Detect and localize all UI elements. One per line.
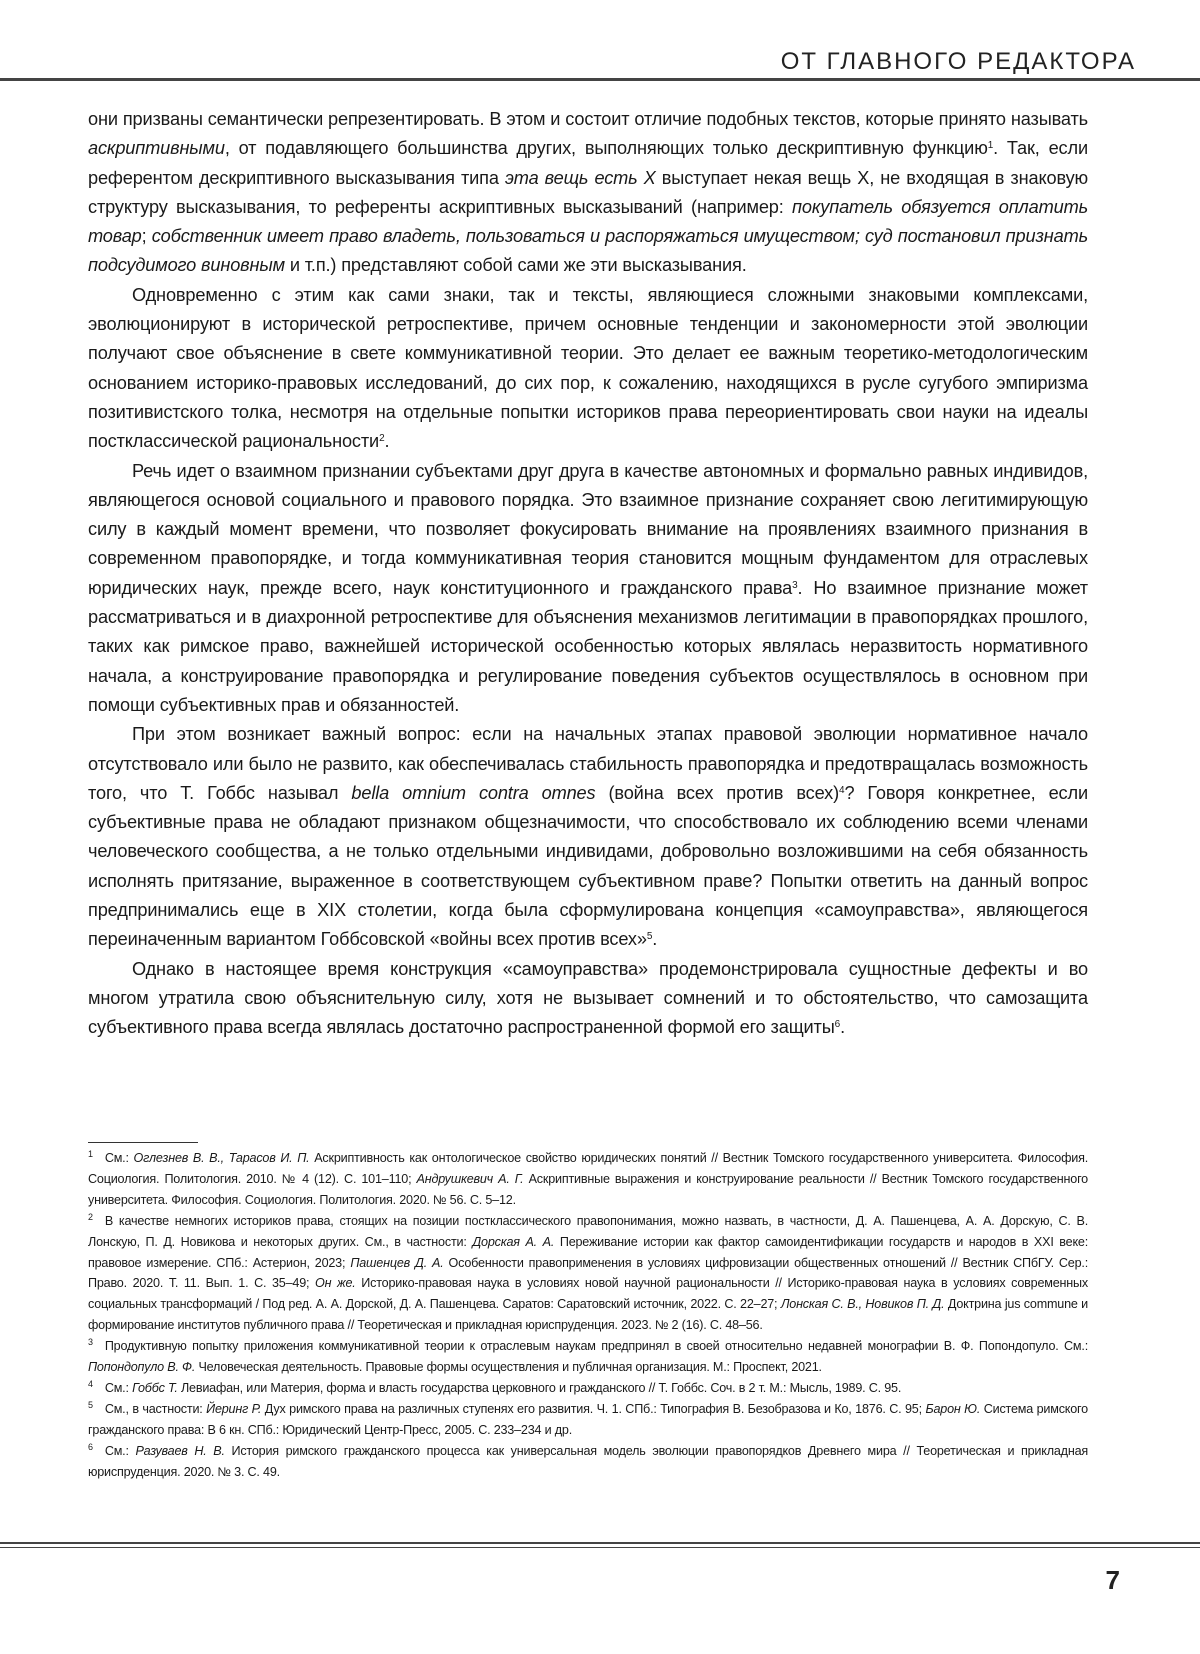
footnote-ref[interactable]: 1 bbox=[988, 140, 993, 151]
text-run: . bbox=[652, 929, 657, 949]
text-run: См.: bbox=[105, 1444, 136, 1458]
text-run: , от подавляющего большинства других, выполняющих только дескриптивную функцию bbox=[225, 138, 988, 158]
text-run: Доктрина jus commune и формирование институтов публичного права // Теоретическая и прикладная юриспруденция. 2023. № 2 (16). С. 48–56. bbox=[88, 1297, 1088, 1332]
italic-text: Оглезнев В. В., Тарасов И. П. bbox=[134, 1151, 310, 1165]
text-run: выступает некая вещь X, не входящая в знаковую структуру высказывания, то референты аскриптивных высказываний (например: bbox=[88, 168, 1088, 217]
text-run: ; bbox=[142, 226, 152, 246]
italic-text: Андрушкевич А. Г. bbox=[417, 1172, 524, 1186]
text-run: Человеческая деятельность. Правовые формы осуществления и публичная организация. М.: Проспект, 2021. bbox=[195, 1360, 822, 1374]
footnote-divider bbox=[88, 1142, 198, 1143]
footer-divider-thin bbox=[0, 1547, 1200, 1548]
footnote bbox=[88, 1399, 1088, 1441]
text-run: Дух римского права на различных ступенях его развития. Ч. 1. СПб.: Типография В. Безобразова и Ко, 1876. С. 95; bbox=[261, 1402, 925, 1416]
header-divider bbox=[0, 78, 1200, 81]
page-number: 7 bbox=[1106, 1565, 1120, 1596]
italic-text: Пашенцев Д. А. bbox=[350, 1256, 443, 1270]
footnote-number: 5 bbox=[88, 1400, 93, 1410]
text-run: . Так, если референтом дескриптивного высказывания типа bbox=[88, 138, 1088, 187]
footnote-ref[interactable]: 6 bbox=[835, 1019, 840, 1030]
italic-text: bella omnium contra omnes bbox=[351, 783, 595, 803]
footnote-number: 2 bbox=[88, 1212, 93, 1222]
text-run: . Но взаимное признание может рассматриваться и в диахронной ретроспективе для объяснения механизмов легитимации в правопорядках прошлого, таких как римское право, важнейшей исторической особенностью которых являлась неразвитость нормативного начала, а конструирование правопорядка и регулирование поведения субъектов осуществлялось в основном при помощи субъективных прав и обязанностей. bbox=[88, 578, 1088, 715]
italic-text: эта вещь есть X bbox=[505, 168, 656, 188]
text-run: и т.п.) представляют собой сами же эти высказывания. bbox=[285, 255, 747, 275]
text-run: Особенности правоприменения в условиях цифровизации общественных отношений // Вестник СПбГУ. Сер.: Право. 2020. Т. 11. Вып. 1. С. 35–49; bbox=[88, 1256, 1088, 1291]
text-run: они призваны семантически репрезентировать. В этом и состоит отличие подобных текстов, которые принято называть bbox=[88, 109, 1088, 129]
italic-text: Разуваев Н. В. bbox=[135, 1444, 224, 1458]
running-header bbox=[0, 40, 1200, 80]
footnote-number: 1 bbox=[88, 1149, 93, 1159]
text-run: Историко-правовая наука в условиях новой научной рациональности // Историко-правовая наука в условиях современных социальных трансформаций / Под ред. А. А. Дорской, Д. А. Пашенцева. Саратов: Саратовский источник, 2022. С. 22–27; bbox=[88, 1276, 1088, 1311]
footnote-ref[interactable]: 2 bbox=[379, 433, 384, 444]
text-run: Продуктивную попытку приложения коммуникативной теории к отраслевым наукам предпринял в своей относительно недавней монографии В. Ф. Попондопуло. См.: bbox=[105, 1339, 1088, 1353]
body-text bbox=[88, 105, 1088, 1043]
paragraph bbox=[88, 105, 1088, 281]
text-run: . bbox=[840, 1017, 845, 1037]
italic-text: Дорская А. А. bbox=[472, 1235, 554, 1249]
text-run: Одновременно с этим как сами знаки, так и тексты, являющиеся сложными знаковыми комплексами, эволюционируют в исторической ретроспективе, причем основные тенденции и закономерности этой эволюции получают свое объяснение в свете коммуникативной теории. Это делает ее важным теоретико-методологическим основанием историко-правовых исследований, до сих пор, к сожалению, находящихся в русле сугубого эмпиризма позитивистского толка, несмотря на отдельные попытки историков права переориентировать свои науки на идеалы постклассической рациональности bbox=[88, 285, 1088, 451]
italic-text: Барон Ю. bbox=[925, 1402, 980, 1416]
text-run: ? Говоря конкретнее, если субъективные права не обладают признаком общезначимости, что способствовало их соблюдению всеми членами человеческого сообщества, а не только отдельными индивидами, добровольно возложившими на себя обязанность исполнять притязание, выраженное в соответствующем субъективном праве? Попытки ответить на данный вопрос предпринимались еще в XIX столетии, когда была сформулирована концепция «самоуправства», являющегося переиначенным вариантом Гоббсовской «войны всех против всех» bbox=[88, 783, 1088, 949]
text-run: Речь идет о взаимном признании субъектами друг друга в качестве автономных и формально равных индивидов, являющегося основой социального и правового порядка. Это взаимное признание сохраняет свою легитимирующую силу в каждый момент времени, что позволяет фокусировать внимание на проявлениях взаимного признания в современном правопорядке, и тогда коммуникативная теория становится мощным фундаментом для отраслевых юридических наук, прежде всего, наук конституционного и гражданского права bbox=[88, 461, 1088, 598]
italic-text: Йеринг Р. bbox=[206, 1402, 261, 1416]
footnote bbox=[88, 1336, 1088, 1378]
footnote bbox=[88, 1148, 1088, 1211]
italic-text: собственник имеет право владеть, пользоваться и распоряжаться имуществом; суд постановил признать подсудимого виновным bbox=[88, 226, 1088, 275]
text-run: Аскриптивные выражения и конструирование реальности // Вестник Томского государственного университета. Философия. Социология. Политология. 2020. № 56. С. 5–12. bbox=[88, 1172, 1088, 1207]
footnote bbox=[88, 1378, 1088, 1399]
footnote-ref[interactable]: 3 bbox=[792, 580, 797, 591]
text-run: В качестве немногих историков права, стоящих на позиции постклассического правопонимания, можно назвать, в частности, Д. А. Пашенцева, А. А. Дорскую, С. В. Лонскую, П. Д. Новикова и некоторых других. См., в частности: bbox=[88, 1214, 1088, 1249]
footnote-number: 6 bbox=[88, 1442, 93, 1452]
footer-divider bbox=[0, 1542, 1200, 1544]
italic-text: Он же. bbox=[315, 1276, 356, 1290]
footnote-ref[interactable]: 4 bbox=[839, 785, 844, 796]
section-title: ОТ ГЛАВНОГО РЕДАКТОРА bbox=[781, 48, 1136, 76]
text-run: (война всех против всех) bbox=[595, 783, 839, 803]
footnote bbox=[88, 1441, 1088, 1483]
footnote-ref[interactable]: 5 bbox=[647, 931, 652, 942]
italic-text: покупатель обязуется оплатить товар bbox=[88, 197, 1088, 246]
text-run: Система римского гражданского права: В 6 кн. СПб.: Юридический Центр-Пресс, 2005. С. 233–234 и др. bbox=[88, 1402, 1088, 1437]
text-run: См.: bbox=[105, 1151, 134, 1165]
text-run: История римского гражданского процесса как универсальная модель эволюции правопорядков Древнего мира // Теоретическая и прикладная юриспруденция. 2020. № 3. С. 49. bbox=[88, 1444, 1088, 1479]
footnote bbox=[88, 1211, 1088, 1336]
italic-text: Попондопуло В. Ф. bbox=[88, 1360, 195, 1374]
paragraph bbox=[88, 720, 1088, 954]
text-run: См.: bbox=[105, 1381, 132, 1395]
footnote-number: 3 bbox=[88, 1337, 93, 1347]
text-run: . bbox=[384, 431, 389, 451]
italic-text: аскриптивными bbox=[88, 138, 225, 158]
text-run: См., в частности: bbox=[105, 1402, 206, 1416]
italic-text: Лонская С. В., Новиков П. Д. bbox=[781, 1297, 945, 1311]
text-run: Переживание истории как фактор самоидентификации государств и народов в XXI веке: правовое измерение. СПб.: Астерион, 2023; bbox=[88, 1235, 1088, 1270]
text-run: Однако в настоящее время конструкция «самоуправства» продемонстрировала сущностные дефекты и во многом утратила свою объяснительную силу, хотя не вызывает сомнений и то обстоятельство, что самозащита субъективного права всегда являлась достаточно распространенной формой его защиты bbox=[88, 959, 1088, 1038]
footnote-number: 4 bbox=[88, 1379, 93, 1389]
italic-text: Гоббс Т. bbox=[132, 1381, 178, 1395]
paragraph bbox=[88, 457, 1088, 721]
text-run: При этом возникает важный вопрос: если на начальных этапах правовой эволюции нормативное начало отсутствовало или было не развито, как обеспечивалась стабильность правопорядка и предотвращалась возможность того, что Т. Гоббс называл bbox=[88, 724, 1088, 803]
text-run: Аскриптивность как онтологическое свойство юридических понятий // Вестник Томского государственного университета. Философия. Социология. Политология. 2010. № 4 (12). С. 101–110; bbox=[88, 1151, 1088, 1186]
paragraph bbox=[88, 281, 1088, 457]
paragraph bbox=[88, 955, 1088, 1043]
text-run: Левиафан, или Материя, форма и власть государства церковного и гражданского // Т. Гоббс. Соч. в 2 т. М.: Мысль, 1989. С. 95. bbox=[178, 1381, 901, 1395]
footnotes bbox=[88, 1148, 1088, 1483]
